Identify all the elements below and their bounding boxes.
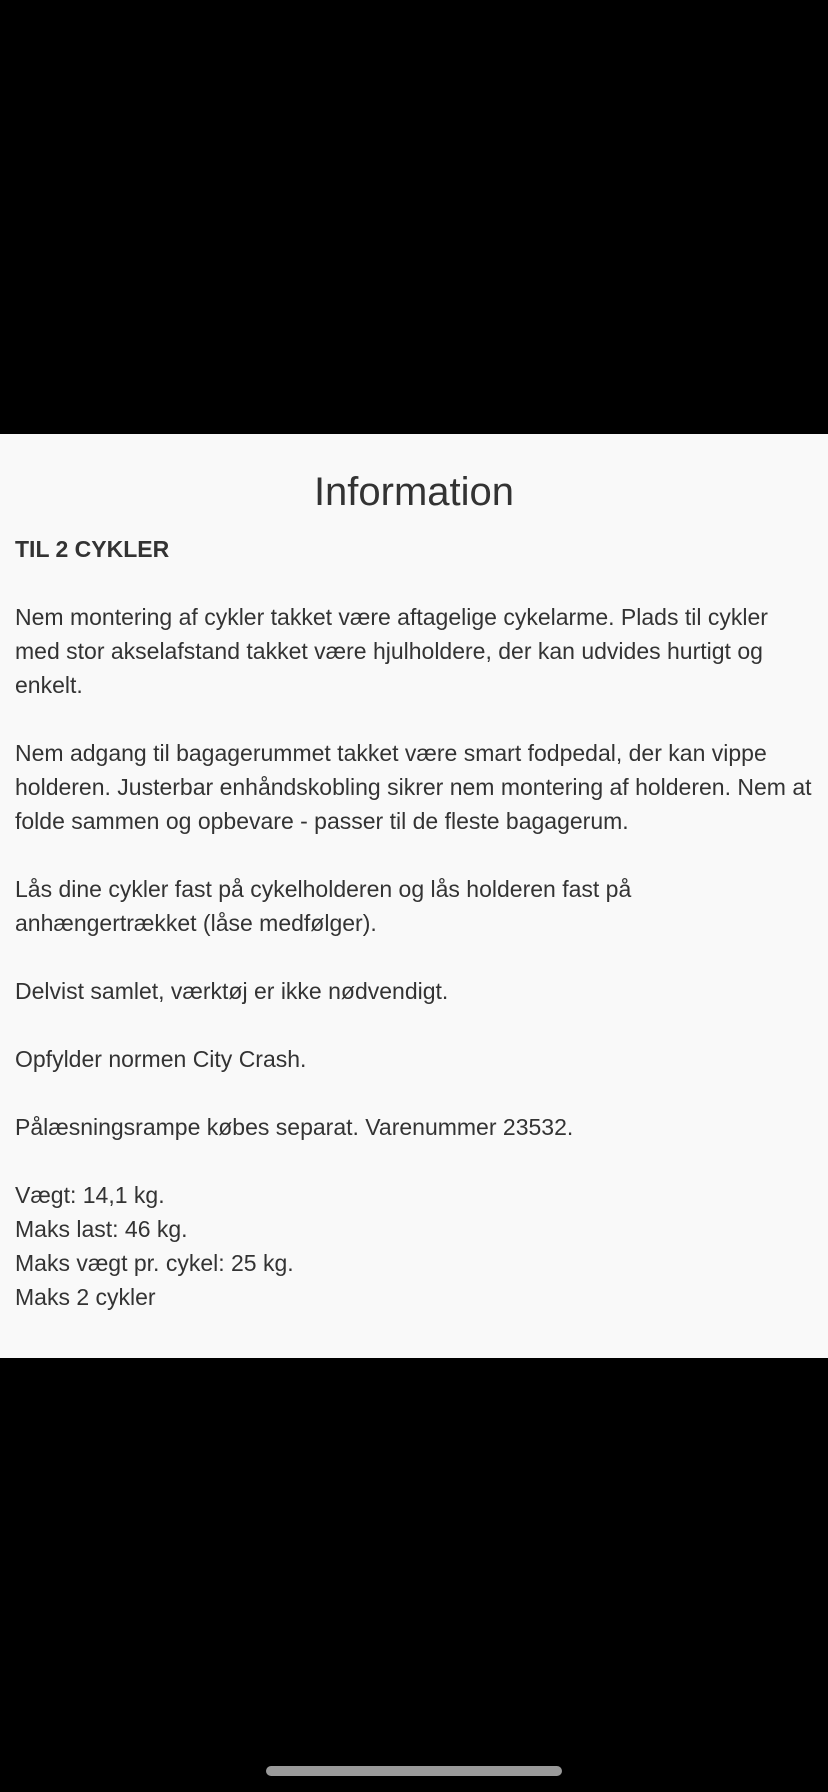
spec-max-bikes: Maks 2 cykler — [15, 1284, 156, 1310]
section-heading: TIL 2 CYKLER — [15, 536, 170, 562]
information-body[interactable] — [15, 532, 815, 1348]
paragraph-mounting: Nem montering af cykler takket være aftagelige cykelarme. Plads til cykler med stor akselafstand takket være hjulholdere, der kan udvides hurtigt og enkelt. — [15, 604, 768, 698]
specs-list — [15, 1178, 815, 1314]
modal-backdrop-top[interactable] — [0, 0, 828, 434]
paragraph-assembly: Delvist samlet, værktøj er ikke nødvendigt. — [15, 978, 449, 1004]
sheet-title: Information — [313, 470, 515, 514]
home-indicator[interactable] — [266, 1766, 562, 1776]
information-sheet — [0, 434, 828, 1358]
modal-backdrop-bottom[interactable] — [0, 1358, 828, 1792]
spec-max-load: Maks last: 46 kg. — [15, 1216, 188, 1242]
paragraph-norm: Opfylder normen City Crash. — [15, 1046, 307, 1072]
paragraph-locks: Lås dine cykler fast på cykelholderen og lås holderen fast på anhængertrækket (låse medfølger). — [15, 876, 632, 936]
paragraph-ramp: Pålæsningsrampe købes separat. Varenummer 23532. — [15, 1114, 574, 1140]
spec-max-weight-per-bike: Maks vægt pr. cykel: 25 kg. — [15, 1250, 294, 1276]
spec-weight: Vægt: 14,1 kg. — [15, 1182, 165, 1208]
paragraph-access: Nem adgang til bagagerummet takket være smart fodpedal, der kan vippe holderen. Justerbar enhåndskobling sikrer nem montering af holderen. Nem at folde sammen og opbevare - passer til de fleste bagagerum. — [15, 740, 812, 834]
